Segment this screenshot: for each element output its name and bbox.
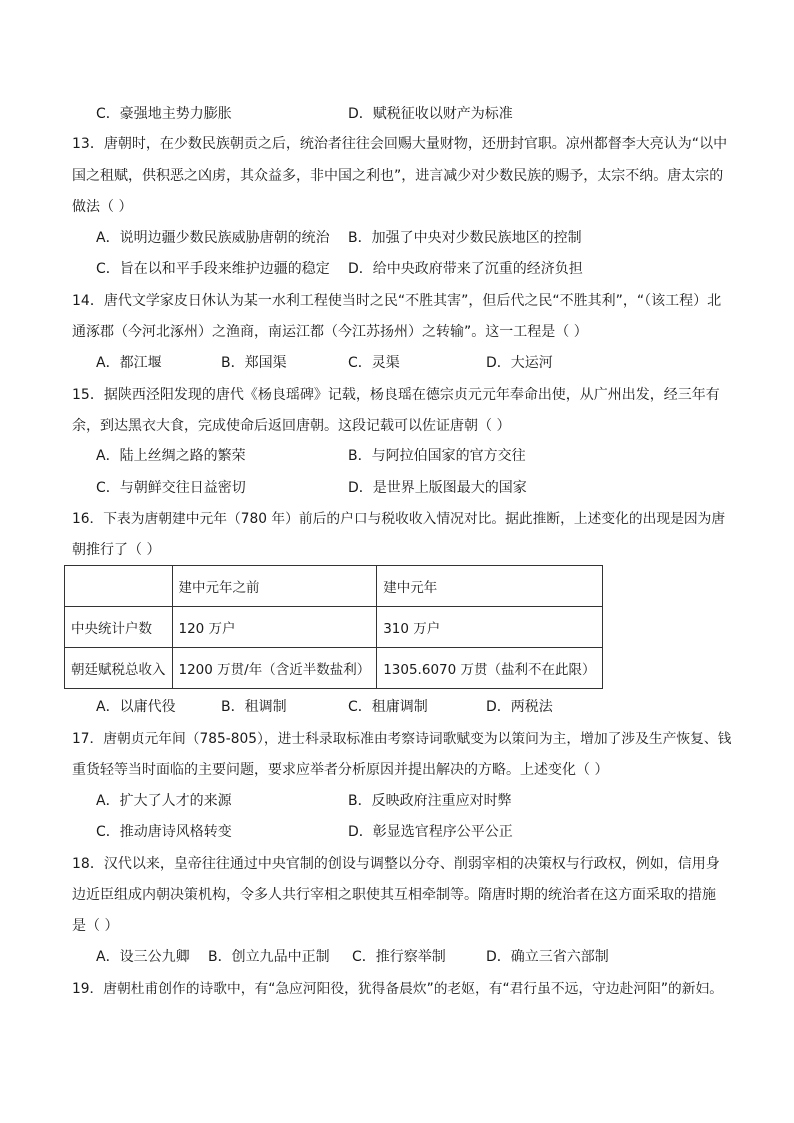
q14-stem-line-1: 14．唐代文学家皮日休认为某一水利工程使当时之民“不胜其害”，但后代之民“不胜其利”，“（该工程）北 (72, 293, 722, 309)
table-cell: 1305.6070 万贯（盐利不在此限） (377, 648, 602, 689)
q16-option-d: D．两税法 (486, 699, 553, 715)
q16-option-c: C．租庸调制 (348, 699, 428, 715)
q16-option-a: A．以庸代役 (96, 699, 176, 715)
q15-stem-line-1: 15．据陕西泾阳发现的唐代《杨良瑶碑》记载，杨良瑶在德宗贞元元年奉命出使，从广州出发，经三年有 (72, 387, 720, 403)
q13-option-c: C．旨在以和平手段来维护边疆的稳定 (96, 261, 330, 277)
q15-option-c: C．与朝鲜交往日益密切 (96, 480, 246, 496)
q17-option-a: A．扩大了人才的来源 (96, 793, 232, 809)
q18-stem-line-2: 边近臣组成内朝决策机构，令多人共行宰相之职使其互相牵制等。隋唐时期的统治者在这方面采取的措施 (72, 887, 716, 903)
table-row (65, 648, 603, 689)
q13-stem-line-2: 国之租赋，供积恶之凶虏，其众益多，非中国之利也”，进言减少对少数民族的赐予，太宗不纳。唐太宗的 (72, 168, 724, 184)
q15-option-a: A．陆上丝绸之路的繁荣 (96, 448, 246, 464)
q17-option-c: C．推动唐诗风格转变 (96, 824, 232, 840)
q18-stem-line-1: 18．汉代以来，皇帝往往通过中央官制的创设与调整以分夺、削弱宰相的决策权与行政权，例如，信用身 (72, 856, 720, 872)
q13-option-d: D．给中央政府带来了沉重的经济负担 (348, 261, 583, 277)
q13-stem-line-1: 13．唐朝时，在少数民族朝贡之后，统治者往往会回赐大量财物，还册封官职。凉州都督李大亮认为“以中 (72, 136, 728, 152)
household-tax-table (64, 565, 603, 689)
q13-stem-line-3: 做法（ ） (72, 199, 133, 215)
q16-stem-line-2: 朝推行了（ ） (72, 542, 161, 558)
table-cell: 朝廷赋税总收入 (65, 648, 173, 689)
q18-stem-line-3: 是（ ） (72, 918, 119, 934)
q18-option-c: C．推行察举制 (352, 949, 446, 965)
q12-option-c: C．豪强地主势力膨胀 (96, 106, 232, 122)
q12-option-d: D．赋税征收以财产为标准 (348, 106, 513, 122)
q19-stem-line-1: 19．唐朝杜甫创作的诗歌中，有“急应河阳役，犹得备晨炊”的老妪，有“君行虽不远，守边赴河阳”的新妇。 (72, 981, 723, 997)
table-cell: 310 万户 (377, 607, 602, 648)
q15-stem-line-2: 余，到达黑衣大食，完成使命后返回唐朝。这段记载可以佐证唐朝（ ） (72, 418, 511, 434)
table-cell: 120 万户 (172, 607, 377, 648)
q17-option-b: B．反映政府注重应对时弊 (348, 793, 512, 809)
q16-option-b: B．租调制 (221, 699, 287, 715)
table-header-cell: 建中元年之前 (172, 566, 377, 607)
q13-option-a: A．说明边疆少数民族威胁唐朝的统治 (96, 230, 330, 246)
q14-option-c: C．灵渠 (348, 355, 400, 371)
table-cell: 中央统计户数 (65, 607, 173, 648)
q17-stem-line-1: 17．唐朝贞元年间（785-805），进士科录取标准由考察诗词歌赋变为以策问为主，增加了涉及生产恢复、钱 (72, 731, 732, 747)
table-row (65, 607, 603, 648)
table-header-row (65, 566, 603, 607)
table-header-cell: 建中元年 (377, 566, 602, 607)
q14-stem-line-2: 通涿郡（今河北涿州）之渔商，南运江都（今江苏扬州）之转输”。这一工程是（ ） (72, 324, 588, 340)
q18-option-b: B．创立九品中正制 (208, 949, 330, 965)
q17-stem-line-2: 重货轻等当时面临的主要问题，要求应举者分析原因并提出解决的方略。上述变化（ ） (72, 762, 609, 778)
q13-option-b: B．加强了中央对少数民族地区的控制 (348, 230, 582, 246)
table-header-cell (65, 566, 173, 607)
q14-option-a: A．都江堰 (96, 355, 162, 371)
q14-option-b: B．郑国渠 (221, 355, 287, 371)
q18-option-d: D．确立三省六部制 (486, 949, 609, 965)
q18-option-a: A．设三公九卿 (96, 949, 190, 965)
q16-stem-line-1: 16．下表为唐朝建中元年（780 年）前后的户口与税收收入情况对比。据此推断，上述变化的出现是因为唐 (72, 511, 726, 527)
q17-option-d: D．彰显选官程序公平公正 (348, 824, 513, 840)
q15-option-b: B．与阿拉伯国家的官方交往 (348, 448, 526, 464)
q14-option-d: D．大运河 (486, 355, 553, 371)
table-cell: 1200 万贯/年（含近半数盐利） (172, 648, 377, 689)
q15-option-d: D．是世界上版图最大的国家 (348, 480, 527, 496)
